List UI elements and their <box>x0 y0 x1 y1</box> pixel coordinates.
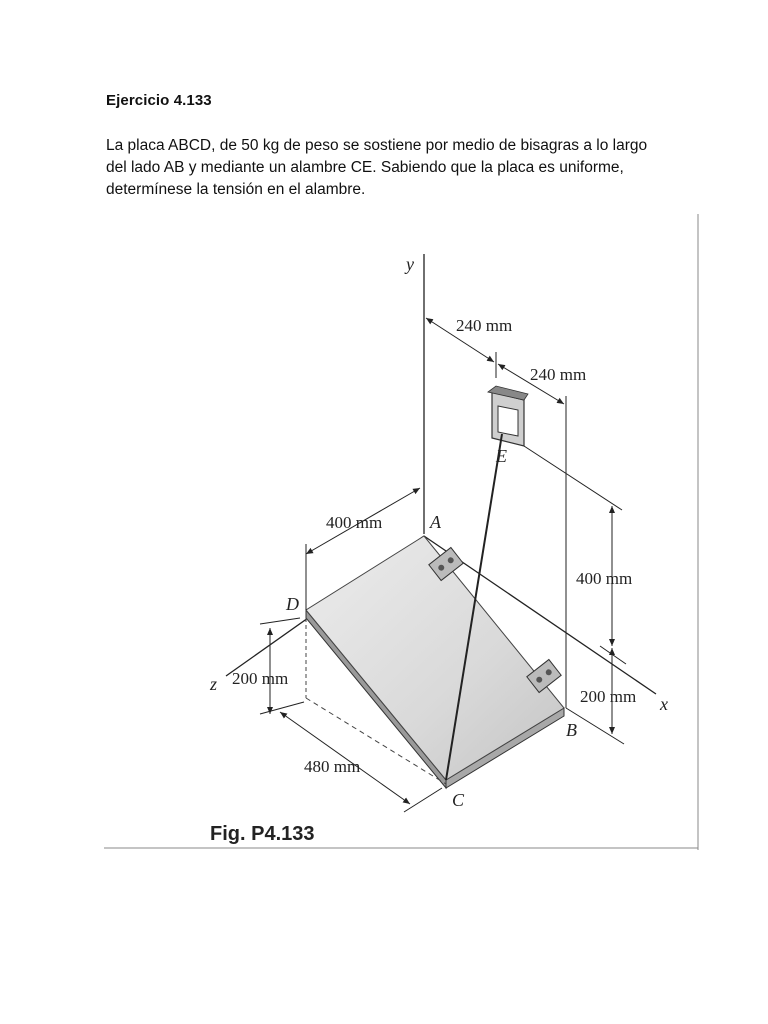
dim-label-400-d: 400 mm <box>326 513 383 532</box>
axis-label-x: x <box>660 694 668 714</box>
dim-label-200-b: 200 mm <box>580 687 637 706</box>
dim-label-240-1: 240 mm <box>456 316 513 335</box>
exercise-title: Ejercicio 4.133 <box>106 92 212 109</box>
axis-label-z: z <box>210 674 218 694</box>
dim-label-400-e: 400 mm <box>576 569 633 588</box>
bracket-e <box>488 386 528 446</box>
dim-label-480: 480 mm <box>304 757 361 776</box>
point-label-d: D <box>286 594 299 614</box>
problem-statement: La placa ABCD, de 50 kg de peso se sostiene por medio de bisagras a lo largo del lado AB y mediante un alambre CE. Sabiendo que la placa es uniforme, determínese la tensión en el alambre. <box>106 137 648 198</box>
dim-tick-200-d-bottom <box>260 702 304 714</box>
point-label-b: B <box>566 720 577 740</box>
point-label-a: A <box>430 512 441 532</box>
dim-tick-400-e <box>600 646 626 664</box>
dim-tick-200-d-top <box>260 618 300 624</box>
ext-line-e <box>524 446 622 510</box>
dim-label-200-d: 200 mm <box>232 669 289 688</box>
figure-p4-133 <box>104 214 700 850</box>
point-label-c: C <box>452 790 465 810</box>
figure-diagram <box>104 214 700 850</box>
figure-caption: Fig. P4.133 <box>210 823 315 845</box>
dim-tick-480-c <box>404 788 442 812</box>
dim-label-240-2: 240 mm <box>530 365 587 384</box>
axis-label-y: y <box>406 254 414 274</box>
point-label-e: E <box>496 446 507 466</box>
